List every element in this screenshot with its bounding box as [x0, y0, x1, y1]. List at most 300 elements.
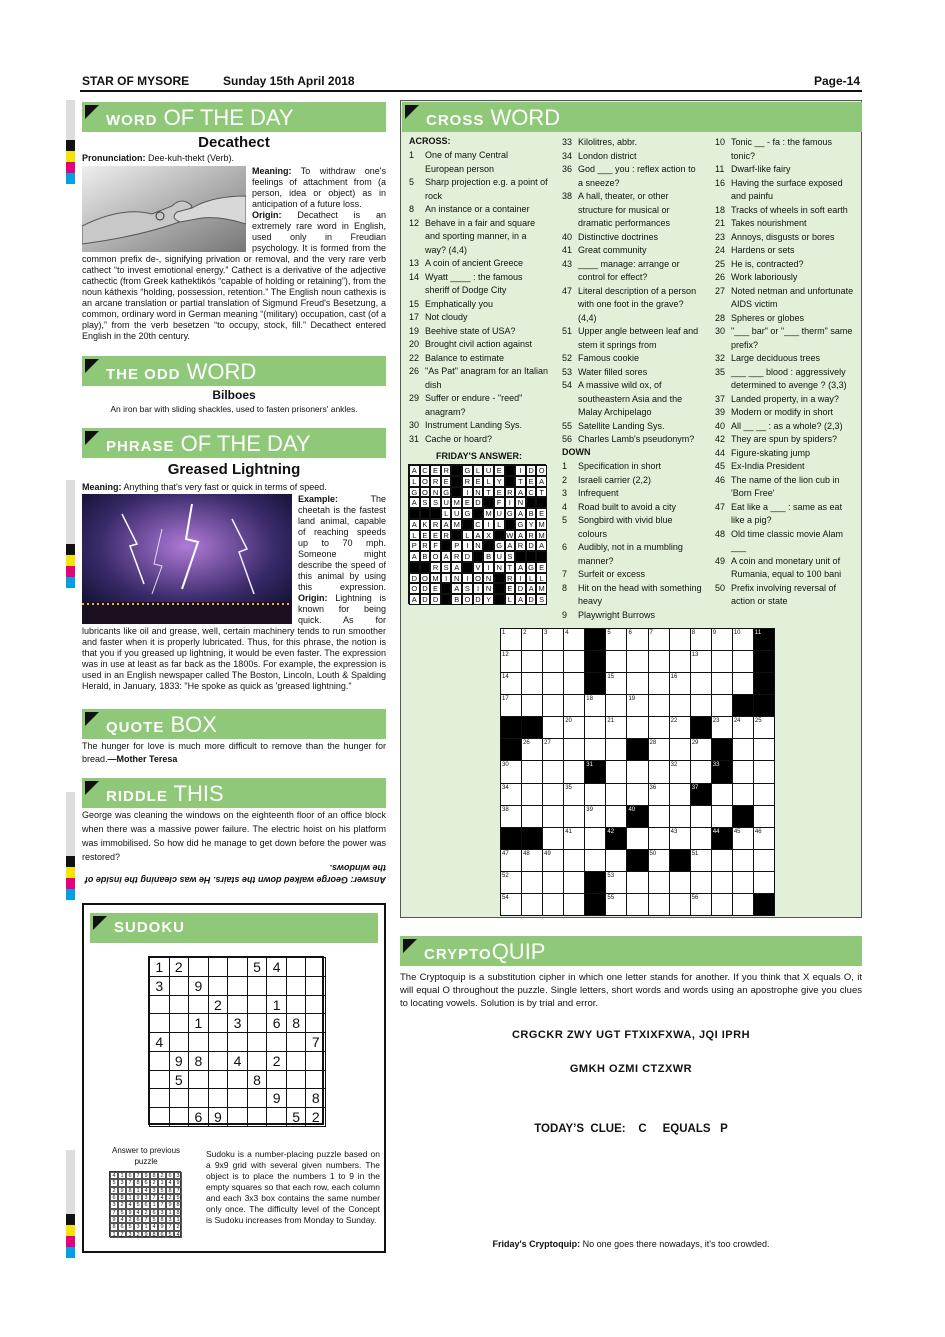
previous-sudoku-cell: 8	[150, 1231, 158, 1238]
crossword-cell[interactable]: 50	[648, 849, 670, 872]
crossword-cell[interactable]	[584, 716, 606, 739]
crossword-cell[interactable]	[753, 871, 775, 894]
sudoku-cell[interactable]	[247, 1107, 268, 1127]
crossword-cell[interactable]: 31	[584, 760, 606, 783]
sudoku-cell[interactable]	[305, 957, 326, 977]
crossword-cell[interactable]	[648, 827, 670, 850]
crossword-cell[interactable]	[500, 716, 522, 739]
sudoku-cell[interactable]	[305, 1051, 326, 1071]
crossword-cell[interactable]	[711, 805, 733, 828]
crossword-cell[interactable]	[711, 672, 733, 695]
crossword-cell[interactable]	[711, 849, 733, 872]
crossword-cell[interactable]	[521, 783, 543, 806]
clue-text: Ex-India President	[731, 461, 805, 471]
crossword-cell[interactable]	[690, 805, 712, 828]
crossword-cell[interactable]	[669, 694, 691, 717]
clue-text: Distinctive doctrines	[578, 231, 659, 242]
clue-item	[409, 271, 549, 298]
crossword-cell[interactable]	[521, 716, 543, 739]
crossword-cell[interactable]	[732, 760, 754, 783]
sudoku-cell[interactable]	[227, 957, 248, 977]
sudoku-cell[interactable]	[169, 976, 190, 996]
crossword-cell[interactable]	[542, 760, 564, 783]
crossword-cell[interactable]: 19	[626, 694, 648, 717]
answer-cell: O	[536, 465, 547, 476]
crossword-cell[interactable]	[711, 871, 733, 894]
crossword-cell[interactable]	[753, 805, 775, 828]
sudoku-cell[interactable]	[149, 1070, 170, 1090]
crossword-cell[interactable]	[732, 805, 754, 828]
sudoku-cell[interactable]: 4	[266, 957, 287, 977]
crossword-cell[interactable]: 45	[732, 827, 754, 850]
crossword-cell[interactable]: 15	[605, 672, 627, 695]
sudoku-cell[interactable]	[208, 957, 229, 977]
clue-text: Dwarf-like fairy	[731, 164, 791, 174]
clue-text: They are spun by spiders?	[731, 434, 838, 444]
crossword-cell[interactable]	[521, 827, 543, 850]
sudoku-cell[interactable]	[208, 1088, 229, 1108]
crossword-cell[interactable]	[648, 672, 670, 695]
quote-bar: QUOTE BOX	[82, 709, 386, 739]
sudoku-cell[interactable]	[286, 1088, 307, 1108]
crossword-cell[interactable]: 28	[648, 738, 670, 761]
sudoku-cell[interactable]: 8	[247, 1070, 268, 1090]
clue-number: 35	[715, 366, 726, 377]
sudoku-cell[interactable]	[286, 1032, 307, 1052]
crossword-cell[interactable]	[605, 783, 627, 806]
crossword-cell[interactable]: 25	[753, 716, 775, 739]
sudoku-cell[interactable]	[149, 1088, 170, 1108]
previous-sudoku-cell: 8	[174, 1209, 182, 1216]
sudoku-cell[interactable]	[247, 1088, 268, 1108]
answer-cell	[494, 530, 505, 541]
crossword-cell[interactable]	[648, 650, 670, 673]
crossword-cell[interactable]: 48	[521, 849, 543, 872]
crossword-cell[interactable]	[521, 760, 543, 783]
crossword-cell[interactable]: 21	[605, 716, 627, 739]
clue-item	[715, 217, 857, 231]
crossword-cell[interactable]: 44	[711, 827, 733, 850]
crossword-cell[interactable]: 26	[521, 738, 543, 761]
sudoku-cell[interactable]	[247, 1032, 268, 1052]
crossword-cell[interactable]: 4	[563, 628, 585, 651]
crossword-cell[interactable]	[584, 827, 606, 850]
crossword-cell[interactable]	[563, 849, 585, 872]
crossword-cell[interactable]	[753, 672, 775, 695]
crossword-cell[interactable]: 34	[500, 783, 522, 806]
crossword-cell[interactable]: 39	[584, 805, 606, 828]
crossword-cell[interactable]	[584, 738, 606, 761]
crossword-cell[interactable]	[521, 893, 543, 916]
crossword-cell[interactable]: 6	[626, 628, 648, 651]
sudoku-cell[interactable]	[208, 976, 229, 996]
crossword-cell[interactable]	[626, 893, 648, 916]
crossword-cell[interactable]	[669, 849, 691, 872]
crossword-cell[interactable]	[732, 738, 754, 761]
crossword-cell[interactable]: 56	[690, 893, 712, 916]
crossword-cell[interactable]: 52	[500, 871, 522, 894]
previous-sudoku-cell: 6	[158, 1231, 166, 1238]
crossword-cell[interactable]	[753, 849, 775, 872]
crossword-cell[interactable]	[753, 783, 775, 806]
sudoku-cell[interactable]	[305, 1013, 326, 1033]
previous-sudoku-cell: 6	[118, 1223, 126, 1230]
sudoku-cell[interactable]	[247, 1013, 268, 1033]
answer-cell: D	[473, 497, 484, 508]
crossword-cell[interactable]	[563, 738, 585, 761]
crossword-cell[interactable]	[690, 871, 712, 894]
crossword-cell[interactable]: 40	[626, 805, 648, 828]
clue-number: 51	[562, 326, 573, 336]
crossword-cell[interactable]: 14	[500, 672, 522, 695]
crossword-cell[interactable]	[563, 760, 585, 783]
crossword-cell[interactable]	[711, 783, 733, 806]
crossword-cell[interactable]	[648, 716, 670, 739]
crossword-cell[interactable]	[584, 783, 606, 806]
sudoku-cell[interactable]: 5	[169, 1070, 190, 1090]
answer-cell: I	[462, 540, 473, 551]
clue-item	[409, 257, 549, 271]
sudoku-cell[interactable]	[247, 1051, 268, 1071]
crossword-cell[interactable]	[732, 783, 754, 806]
sudoku-cell[interactable]	[208, 1070, 229, 1090]
crossword-cell[interactable]: 51	[690, 849, 712, 872]
crossword-cell[interactable]	[542, 871, 564, 894]
sudoku-cell[interactable]: 2	[208, 995, 229, 1015]
sudoku-cell[interactable]	[208, 1013, 229, 1033]
sudoku-cell[interactable]: 1	[149, 957, 170, 977]
crossword-cell[interactable]	[542, 694, 564, 717]
crossword-cell[interactable]: 11	[753, 628, 775, 651]
sudoku-cell[interactable]	[305, 1070, 326, 1090]
clue-item	[715, 366, 857, 393]
clue-item	[715, 163, 857, 177]
crossword-cell[interactable]	[711, 650, 733, 673]
sudoku-cell[interactable]: 4	[149, 1032, 170, 1052]
crossword-cell[interactable]: 10	[732, 628, 754, 651]
sudoku-cell[interactable]	[266, 1107, 287, 1127]
sudoku-cell[interactable]	[188, 1088, 209, 1108]
crossword-cell[interactable]	[605, 760, 627, 783]
crossword-cell[interactable]	[669, 738, 691, 761]
sudoku-cell[interactable]	[286, 995, 307, 1015]
answer-cell: N	[451, 573, 462, 584]
sudoku-cell[interactable]	[227, 1032, 248, 1052]
crossword-cell[interactable]	[648, 760, 670, 783]
crossword-cell[interactable]: 32	[669, 760, 691, 783]
crossword-cell[interactable]: 13	[690, 650, 712, 673]
crossword-cell[interactable]: 27	[542, 738, 564, 761]
answer-cell	[536, 497, 547, 508]
crossword-cell[interactable]	[542, 650, 564, 673]
word-body: Meaning: To withdraw one's feelings of attachment from (a person, idea or object) as in anticipation of a future loss. Origin: Decathect is an extremely rare word in English, used only in Freudian psychology. It is formed from the common prefix de-, signifying privation or removal, and the very rare verb cathect “to invest emotional energy.” Cathect is a derivative of the adjective cathectic (from Greek kathektikós “capable of holding or retaining”), from the noun káthexis “holding, possession, retention.” The English noun cathexis is an arcane translation or partial translation of Sigmund Freud's Besetzung, a common, ordinary word in German meaning “(military) occupation, cast (of a play),” from the verb besetzen “to occupy, stock, fill.” Decathect entered English in the 20th century.	[82, 166, 386, 341]
sudoku-cell[interactable]	[149, 1013, 170, 1033]
sudoku-cell[interactable]	[208, 1051, 229, 1071]
crossword-cell[interactable]	[584, 672, 606, 695]
sudoku-cell[interactable]: 2	[266, 1051, 287, 1071]
crossword-cell[interactable]: 1	[500, 628, 522, 651]
sudoku-cell[interactable]	[169, 1032, 190, 1052]
sudoku-cell[interactable]	[247, 976, 268, 996]
crossword-cell[interactable]	[648, 893, 670, 916]
sudoku-cell[interactable]: 8	[305, 1088, 326, 1108]
crossword-cell[interactable]: 7	[648, 628, 670, 651]
crossword-cell[interactable]	[605, 650, 627, 673]
sudoku-cell[interactable]	[266, 976, 287, 996]
crossword-cell[interactable]: 42	[605, 827, 627, 850]
answer-cell: G	[515, 519, 526, 530]
crossword-cell[interactable]: 41	[563, 827, 585, 850]
crossword-cell[interactable]	[626, 760, 648, 783]
sudoku-cell[interactable]	[286, 957, 307, 977]
answer-cell: D	[462, 551, 473, 562]
crossword-cell[interactable]	[626, 716, 648, 739]
crossword-cell[interactable]: 23	[711, 716, 733, 739]
crossword-cell[interactable]	[711, 694, 733, 717]
crossword-cell[interactable]: 22	[669, 716, 691, 739]
crossword-cell[interactable]: 54	[500, 893, 522, 916]
sudoku-cell[interactable]	[286, 1070, 307, 1090]
crossword-cell[interactable]	[521, 672, 543, 695]
sudoku-cell[interactable]: 6	[266, 1013, 287, 1033]
crossword-cell[interactable]	[521, 871, 543, 894]
crossword-cell[interactable]	[521, 650, 543, 673]
crossword-cell[interactable]: 20	[563, 716, 585, 739]
sudoku-cell[interactable]: 5	[247, 957, 268, 977]
crossword-cell[interactable]: 53	[605, 871, 627, 894]
crossword-cell[interactable]	[500, 738, 522, 761]
answer-cell: D	[409, 573, 420, 584]
crossword-cell[interactable]	[753, 893, 775, 916]
sudoku-cell[interactable]	[188, 1070, 209, 1090]
crossword-cell[interactable]	[542, 893, 564, 916]
crossword-cell[interactable]	[690, 716, 712, 739]
crossword-cell[interactable]	[669, 783, 691, 806]
clue-number: 2	[562, 474, 568, 485]
answer-cell: Y	[483, 594, 494, 605]
sudoku-cell[interactable]	[227, 1088, 248, 1108]
sudoku-cell[interactable]	[169, 995, 190, 1015]
crossword-cell[interactable]: 49	[542, 849, 564, 872]
crossword-cell[interactable]	[690, 672, 712, 695]
crossword-cell[interactable]	[521, 694, 543, 717]
across-heading: ACROSS:	[409, 136, 451, 146]
crossword-cell[interactable]	[542, 672, 564, 695]
previous-sudoku-cell: 7	[134, 1172, 142, 1179]
crossword-cell[interactable]	[648, 694, 670, 717]
sudoku-cell[interactable]: 8	[188, 1051, 209, 1071]
crossword-cell[interactable]: 24	[732, 716, 754, 739]
crossword-cell[interactable]	[542, 805, 564, 828]
clue-number: 36	[562, 164, 573, 174]
sudoku-cell[interactable]: 9	[266, 1088, 287, 1108]
clue-text: He is, contracted?	[731, 258, 804, 269]
crossword-cell[interactable]	[711, 893, 733, 916]
sudoku-cell[interactable]	[169, 1013, 190, 1033]
crossword-cell[interactable]	[626, 783, 648, 806]
crossword-cell[interactable]: 9	[711, 628, 733, 651]
crossword-cell[interactable]: 47	[500, 849, 522, 872]
crossword-cell[interactable]: 3	[542, 628, 564, 651]
crossword-cell[interactable]	[753, 760, 775, 783]
crossword-cell[interactable]	[563, 805, 585, 828]
sudoku-cell[interactable]: 1	[266, 995, 287, 1015]
crossword-cell[interactable]	[732, 694, 754, 717]
sudoku-cell[interactable]	[266, 1032, 287, 1052]
clue-number: 47	[562, 285, 573, 296]
sudoku-cell[interactable]	[227, 1107, 248, 1127]
magenta-swatch	[66, 566, 75, 577]
sudoku-cell[interactable]: 4	[227, 1051, 248, 1071]
sudoku-cell[interactable]	[169, 1107, 190, 1127]
crossword-cell[interactable]	[753, 650, 775, 673]
sudoku-cell[interactable]	[188, 995, 209, 1015]
sudoku-cell[interactable]	[286, 1051, 307, 1071]
crossword-cell[interactable]: 37	[690, 783, 712, 806]
sudoku-cell[interactable]	[286, 976, 307, 996]
clue-number: 5	[562, 515, 568, 525]
answer-cell: M	[451, 519, 462, 530]
clue-text: Old time classic movie Alam ___	[731, 528, 844, 552]
sudoku-cell[interactable]	[149, 1051, 170, 1071]
sudoku-cell[interactable]	[266, 1070, 287, 1090]
crossword-cell[interactable]	[690, 760, 712, 783]
crossword-cell[interactable]	[732, 893, 754, 916]
crossword-cell[interactable]: 46	[753, 827, 775, 850]
answer-cell: E	[536, 508, 547, 519]
crossword-cell[interactable]	[669, 805, 691, 828]
crossword-cell[interactable]: 43	[669, 827, 691, 850]
sudoku-cell[interactable]	[149, 1107, 170, 1127]
crossword-cell[interactable]	[753, 694, 775, 717]
crossword-cell[interactable]	[584, 871, 606, 894]
crossword-cell[interactable]	[521, 805, 543, 828]
sudoku-cell[interactable]	[149, 995, 170, 1015]
sudoku-cell[interactable]	[208, 1032, 229, 1052]
crossword-cell[interactable]: 29	[690, 738, 712, 761]
sudoku-cell[interactable]: 9	[208, 1107, 229, 1127]
crossword-cell[interactable]	[669, 893, 691, 916]
crossword-cell[interactable]	[605, 738, 627, 761]
crossword-cell[interactable]: 36	[648, 783, 670, 806]
crossword-cell[interactable]	[605, 849, 627, 872]
crossword-cell[interactable]	[563, 672, 585, 695]
crossword-cell[interactable]	[648, 871, 670, 894]
crossword-cell[interactable]	[753, 738, 775, 761]
answer-cell	[409, 562, 420, 573]
crossword-cell[interactable]	[626, 849, 648, 872]
crossword-cell[interactable]: 33	[711, 760, 733, 783]
crossword-cell[interactable]	[732, 871, 754, 894]
crossword-cell[interactable]	[563, 893, 585, 916]
sudoku-cell[interactable]	[188, 1032, 209, 1052]
sudoku-cell[interactable]: 3	[149, 976, 170, 996]
sudoku-bar: SUDOKU	[90, 913, 378, 943]
clue-item	[715, 460, 857, 474]
crossword-cell[interactable]: 35	[563, 783, 585, 806]
sudoku-cell[interactable]	[188, 957, 209, 977]
sudoku-cell[interactable]	[227, 1070, 248, 1090]
crossword-cell[interactable]: 12	[500, 650, 522, 673]
crossword-cell[interactable]	[626, 738, 648, 761]
answer-cell: O	[420, 487, 431, 498]
crossword-cell[interactable]	[542, 716, 564, 739]
crossword-cell[interactable]	[563, 650, 585, 673]
crossword-cell[interactable]	[626, 650, 648, 673]
crossword-cell[interactable]	[669, 871, 691, 894]
crossword-cell[interactable]	[626, 672, 648, 695]
crossword-cell[interactable]	[542, 827, 564, 850]
sudoku-cell[interactable]	[305, 976, 326, 996]
sudoku-cell[interactable]: 8	[286, 1013, 307, 1033]
sudoku-cell[interactable]: 9	[188, 976, 209, 996]
sudoku-cell[interactable]: 9	[169, 1051, 190, 1071]
crossword-cell[interactable]	[584, 893, 606, 916]
answer-cell	[441, 540, 452, 551]
sudoku-cell[interactable]: 1	[188, 1013, 209, 1033]
sudoku-cell[interactable]: 2	[169, 957, 190, 977]
sudoku-cell[interactable]	[169, 1088, 190, 1108]
sudoku-cell[interactable]	[227, 976, 248, 996]
crossword-cell[interactable]: 5	[605, 628, 627, 651]
crossword-cell[interactable]: 17	[500, 694, 522, 717]
crossword-cell[interactable]	[690, 827, 712, 850]
crossword-cell[interactable]	[584, 628, 606, 651]
clue-item	[562, 285, 702, 326]
crossword-cell[interactable]	[605, 694, 627, 717]
crossword-cell[interactable]	[732, 650, 754, 673]
crossword-cell[interactable]	[563, 871, 585, 894]
crossword-cell[interactable]: 38	[500, 805, 522, 828]
crossword-cell[interactable]: 8	[690, 628, 712, 651]
crossword-cell[interactable]	[542, 783, 564, 806]
answer-cell: A	[515, 562, 526, 573]
sudoku-cell[interactable]: 5	[286, 1107, 307, 1127]
crossword-cell[interactable]: 30	[500, 760, 522, 783]
crossword-cell[interactable]	[584, 849, 606, 872]
crossword-cell[interactable]	[626, 827, 648, 850]
answer-cell: A	[409, 594, 420, 605]
crossword-cell[interactable]	[500, 827, 522, 850]
crossword-cell[interactable]	[690, 694, 712, 717]
answer-cell: G	[409, 487, 420, 498]
crossword-cell[interactable]	[711, 738, 733, 761]
sudoku-cell[interactable]: 7	[305, 1032, 326, 1052]
crossword-cell[interactable]	[584, 650, 606, 673]
sudoku-cell[interactable]: 6	[188, 1107, 209, 1127]
crossword-cell[interactable]	[648, 805, 670, 828]
sudoku-cell[interactable]: 3	[227, 1013, 248, 1033]
clue-item	[715, 271, 857, 285]
crossword-cell[interactable]	[669, 650, 691, 673]
sudoku-cell[interactable]	[227, 995, 248, 1015]
clue-item	[562, 420, 702, 434]
sudoku-cell[interactable]	[247, 995, 268, 1015]
answer-cell	[462, 562, 473, 573]
crossword-cell[interactable]: 18	[584, 694, 606, 717]
crossword-cell[interactable]	[605, 805, 627, 828]
crossword-cell[interactable]	[563, 694, 585, 717]
crossword-cell[interactable]: 55	[605, 893, 627, 916]
crossword-cell[interactable]	[732, 672, 754, 695]
crossword-cell[interactable]	[626, 871, 648, 894]
sudoku-cell[interactable]: 2	[305, 1107, 326, 1127]
crossword-cell[interactable]: 2	[521, 628, 543, 651]
crossword-cell[interactable]	[669, 628, 691, 651]
crossword-cell[interactable]	[732, 849, 754, 872]
sudoku-cell[interactable]	[305, 995, 326, 1015]
crossword-cell[interactable]: 16	[669, 672, 691, 695]
